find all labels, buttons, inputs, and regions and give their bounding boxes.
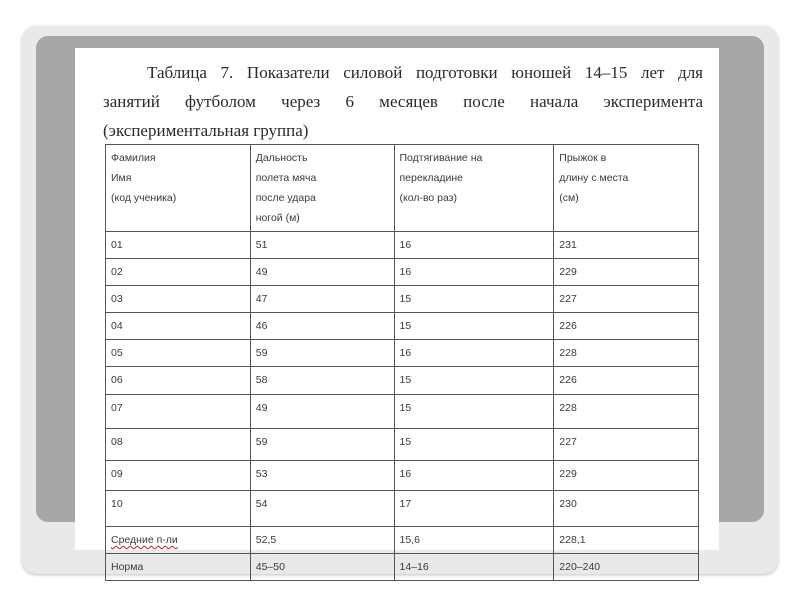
results-table [105, 144, 699, 581]
table-row [106, 340, 699, 367]
long-jump-cell: 228 [554, 395, 699, 429]
header-text: ногой (м) [255, 212, 300, 224]
ball-distance-cell: 59 [250, 340, 394, 367]
long-jump-cell: 228 [554, 340, 699, 367]
pullups-cell: 15 [394, 429, 554, 461]
student-code-cell: 09 [106, 461, 251, 491]
pullups-cell: 16 [394, 461, 554, 491]
ball-distance-cell: 45–50 [250, 554, 394, 581]
header-text: длину с места [559, 172, 629, 184]
average-label-cell [106, 527, 251, 554]
table-row [106, 313, 699, 340]
pullups-cell: 15 [394, 367, 554, 395]
long-jump-cell: 229 [554, 461, 699, 491]
header-text: полета мяча [255, 172, 317, 184]
student-code-cell: 03 [106, 286, 251, 313]
table-row [106, 491, 699, 527]
ball-distance-cell: 46 [250, 313, 394, 340]
header-text: Дальность [255, 152, 308, 164]
table-row [106, 286, 699, 313]
caption-line-2: занятий футболом через 6 месяцев после начала эксперимента [103, 92, 703, 111]
ball-distance-cell: 47 [250, 286, 394, 313]
ball-distance-cell: 49 [250, 259, 394, 286]
ball-distance-cell: 52,5 [250, 527, 394, 554]
header-cell-long-jump [554, 145, 699, 232]
ball-distance-cell: 49 [250, 395, 394, 429]
pullups-cell: 15 [394, 286, 554, 313]
header-text: (код ученика) [111, 192, 177, 204]
pullups-cell: 16 [394, 340, 554, 367]
table-caption [103, 58, 703, 145]
header-text: (см) [559, 192, 579, 204]
long-jump-cell: 227 [554, 429, 699, 461]
ball-distance-cell: 58 [250, 367, 394, 395]
ball-distance-cell: 51 [250, 232, 394, 259]
long-jump-cell: 228,1 [554, 527, 699, 554]
pullups-cell: 15,6 [394, 527, 554, 554]
long-jump-cell: 220–240 [554, 554, 699, 581]
table-row [106, 395, 699, 429]
long-jump-cell: 226 [554, 313, 699, 340]
long-jump-cell: 229 [554, 259, 699, 286]
pullups-cell: 15 [394, 395, 554, 429]
student-code-cell: 06 [106, 367, 251, 395]
student-code-cell: 08 [106, 429, 251, 461]
pullups-cell: 17 [394, 491, 554, 527]
pullups-cell: 16 [394, 232, 554, 259]
header-text: (кол-во раз) [399, 192, 458, 204]
table-row [106, 429, 699, 461]
table-header-row [106, 145, 699, 232]
table-row [106, 367, 699, 395]
pullups-cell: 16 [394, 259, 554, 286]
ball-distance-cell: 54 [250, 491, 394, 527]
header-text: Имя [111, 172, 132, 184]
header-text: перекладине [399, 172, 464, 184]
header-text: после удара [255, 192, 316, 204]
header-cell-ball-distance [250, 145, 394, 232]
table-row [106, 461, 699, 491]
long-jump-cell: 230 [554, 491, 699, 527]
student-code-cell: 02 [106, 259, 251, 286]
student-code-cell: 07 [106, 395, 251, 429]
header-text: Фамилия [111, 152, 156, 164]
header-cell-student [106, 145, 251, 232]
student-code-cell: 01 [106, 232, 251, 259]
table-row-norm [106, 554, 699, 581]
caption-line-3: (экспериментальная группа) [103, 121, 309, 140]
table-row [106, 232, 699, 259]
student-code-cell: 04 [106, 313, 251, 340]
caption-line-1: Таблица 7. Показатели силовой подготовки юношей 14–15 лет для [147, 63, 703, 82]
table-row-average [106, 527, 699, 554]
student-code-cell: 10 [106, 491, 251, 527]
pullups-cell: 15 [394, 313, 554, 340]
ball-distance-cell: 59 [250, 429, 394, 461]
header-text: Подтягивание на [399, 152, 483, 164]
header-cell-pullups [394, 145, 554, 232]
pullups-cell: 14–16 [394, 554, 554, 581]
average-label: Средние п-ли [111, 534, 178, 546]
ball-distance-cell: 53 [250, 461, 394, 491]
long-jump-cell: 231 [554, 232, 699, 259]
norm-label-cell: Норма [106, 554, 251, 581]
table-row [106, 259, 699, 286]
long-jump-cell: 226 [554, 367, 699, 395]
long-jump-cell: 227 [554, 286, 699, 313]
header-text: Прыжок в [559, 152, 607, 164]
student-code-cell: 05 [106, 340, 251, 367]
